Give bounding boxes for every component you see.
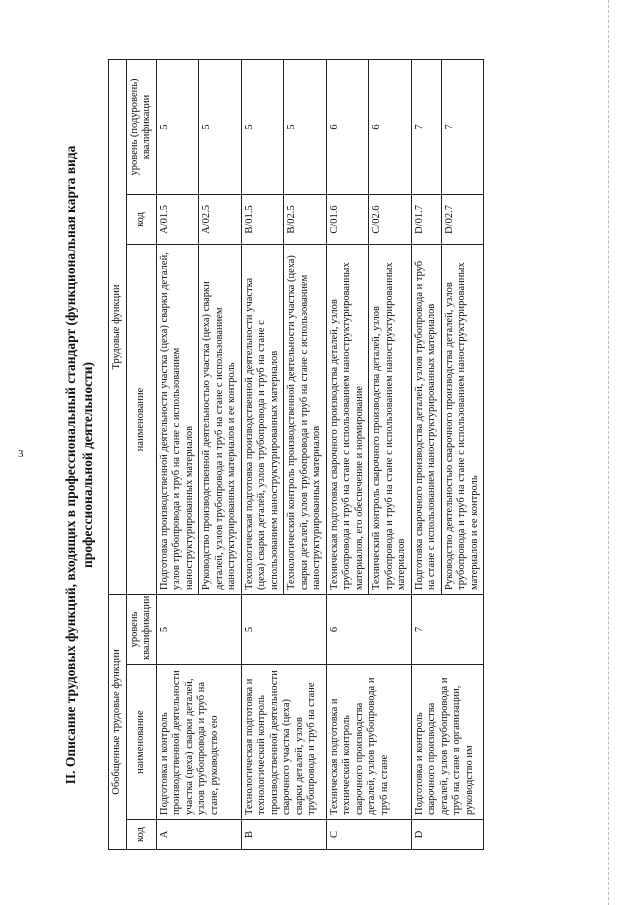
group-code: A [156,820,241,850]
group-name: Техническая подготовка и технический контроль сварочного производства деталей, узлов трубопровода и труб на стане [326,665,411,820]
function-level: 6 [369,59,412,194]
function-name: Руководство деятельностью сварочного производства деталей, узлов трубопровода и труб на стане с использованием наноструктурированных материалов и ее контроль [441,244,484,594]
group-level: 6 [326,594,411,664]
function-code: D/02.7 [441,194,484,244]
function-name: Технологический контроль производственной деятельности участка (цеха) сварки деталей, узлов трубопровода и труб на стане с использованием наноструктурированных материалов [284,244,327,594]
group-name: Технологическая подготовка и технологический контроль производственной деятельности сварочного участка (цеха) сварки деталей, узлов трубопровода и труб на стане [241,665,326,820]
function-name: Подготовка производственной деятельности участка (цеха) сварки деталей, узлов трубопровода и труб на стане с использованием наноструктурированных материалов [156,244,199,594]
function-level: 7 [411,59,441,194]
column-header-row [126,59,156,849]
function-level: 7 [441,59,484,194]
table-row [411,59,441,849]
function-level: 5 [284,59,327,194]
function-name: Техническая подготовка сварочного производства деталей, узлов трубопровода и труб на стане с использованием наноструктурированных материалов, его обеспечение и нормирование [326,244,369,594]
name-column-header: наименование [126,665,156,820]
function-code: B/02.5 [284,194,327,244]
function-level: 5 [241,59,284,194]
group-name: Подготовка и контроль сварочного производства деталей, узлов трубопровода и труб на стане в организации, руководство им [411,665,484,820]
heading-line-1: II. Описание трудовых функций, входящих в профессиональный стандарт (функциональная карта вида [63,145,78,785]
tf-name-column-header: наименование [126,244,156,594]
function-code: C/01.6 [326,194,369,244]
group-name: Подготовка и контроль производственной деятельности участка (цеха) сварки деталей, узлов трубопровода и труб на стане, руководство ею [156,665,241,820]
function-level: 6 [326,59,369,194]
function-code: D/01.7 [411,194,441,244]
labor-functions-header: Трудовые функции [109,59,127,594]
code-column-header: код [126,820,156,850]
tf-level-column-header: уровень (подуровень) квалификации [126,59,156,194]
function-name: Технологическая подготовка производственной деятельности участка (цеха) сварки деталей, узлов трубопровода и труб на стане с использованием наноструктурированных материалов [241,244,284,594]
function-name: Подготовка сварочного производства деталей, узлов трубопровода и труб на стане с использованием наноструктурированных материалов [411,244,441,594]
group-code: B [241,820,326,850]
tf-code-column-header: код [126,194,156,244]
group-level: 5 [241,594,326,664]
function-code: A/02.5 [199,194,242,244]
section-heading [62,115,96,815]
function-code: C/02.6 [369,194,412,244]
function-level: 5 [156,59,199,194]
heading-line-2: профессиональной деятельности) [80,362,95,568]
functional-map-table [108,59,484,850]
group-level: 5 [156,594,241,664]
group-code: D [411,820,484,850]
table-row [241,59,284,849]
group-level: 7 [411,594,484,664]
function-code: B/01.5 [241,194,284,244]
function-code: A/01.5 [156,194,199,244]
level-column-header: уровень квалификации [126,594,156,664]
table-row [156,59,199,849]
function-level: 5 [199,59,242,194]
group-code: C [326,820,411,850]
group-header-row [109,59,127,849]
function-name: Руководство производственной деятельностью участка (цеха) сварки деталей, узлов трубопровода и труб на стане с использованием наноструктурированных материалов и ее контроль [199,244,242,594]
table-row [326,59,369,849]
page-number: 3 [18,448,24,460]
function-name: Технический контроль сварочного производства деталей, узлов трубопровода и труб на стане с использованием наноструктурированных материалов [369,244,412,594]
generalized-functions-header: Обобщенные трудовые функции [109,594,127,849]
